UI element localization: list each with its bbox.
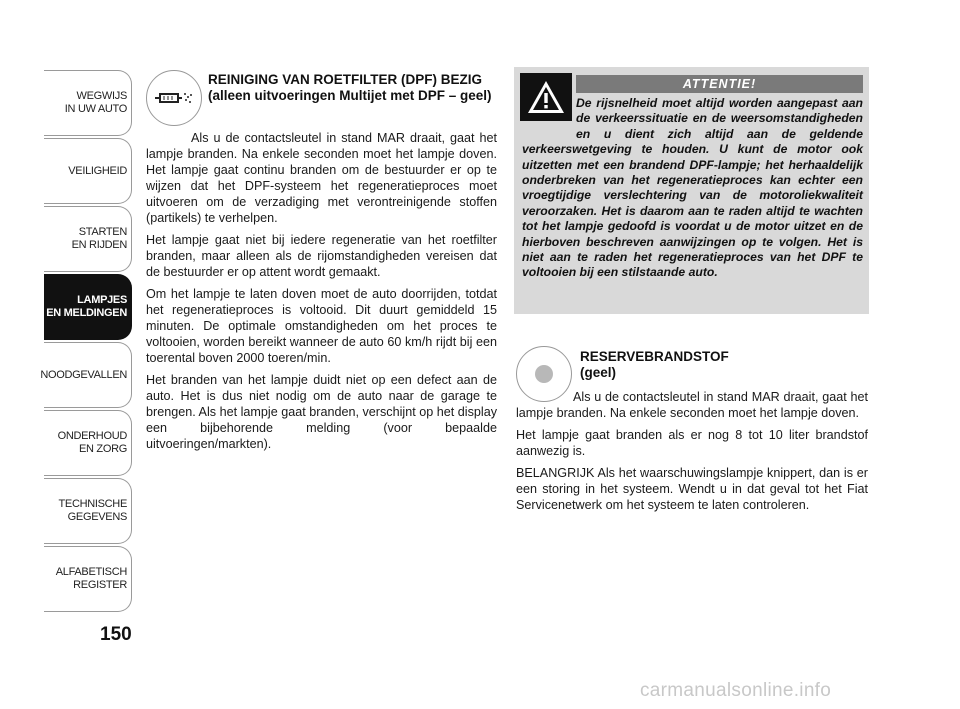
dpf-paragraph: Om het lampje te laten doven moet de auto doorrijden, totdat het regeneratieproces is voltooid. Dit duurt gemiddeld 15 minuten. De optimale omstandigheden om het proces te voltooien, worden bereikt wanneer de auto 60 km/h rijdt bij een toerental boven 2000 toeren/min. [146,287,497,365]
dpf-paragraph: Het lampje gaat niet bij iedere regeneratie van het roetfilter branden, maar alleen als de rijomstandigheden vereisen dat de bestuurder er op attent wordt gemaakt. [146,233,497,279]
tab-lampjes[interactable]: LAMPJES EN MELDINGEN [44,274,132,340]
fuel-paragraph: BELANGRIJK Als het waarschuwingslampje knippert, dan is er een storing in het systeem. Wendt u in dat geval tot het Fiat Servicenetwerk om het systeem te laten controleren. [516,466,868,512]
warning-box [514,67,869,314]
tab-wegwijs[interactable]: WEGWIJS IN UW AUTO [44,70,132,136]
fuel-body [516,389,868,519]
dpf-filter-icon [146,70,202,126]
tab-starten[interactable]: STARTEN EN RIJDEN [44,206,132,272]
tab-veiligheid[interactable]: VEILIGHEID [44,138,132,204]
fuel-paragraph [516,389,868,421]
warning-header: ATTENTIE! [576,75,863,93]
tab-onderhoud[interactable]: ONDERHOUD EN ZORG [44,410,132,476]
fuel-paragraph: Het lampje gaat branden als er nog 8 tot 10 liter brandstof aanwezig is. [516,428,868,458]
watermark: carmanualsonline.info [640,680,832,701]
tab-alfabetisch[interactable]: ALFABETISCH REGISTER [44,546,132,612]
page-number: 150 [100,624,132,645]
fuel-title [580,349,860,381]
fuel-title-line: (geel) [580,365,617,380]
section-tabs [40,70,132,614]
fuel-title-line: RESERVEBRANDSTOF [580,349,729,364]
dpf-title: REINIGING VAN ROETFILTER (DPF) BEZIG (alleen uitvoeringen Multijet met DPF – geel) [208,72,492,103]
dpf-body [146,130,497,458]
tab-noodgevallen[interactable]: NOODGEVALLEN [44,342,132,408]
dpf-paragraph: Het branden van het lampje duidt niet op een defect aan de auto. Het is dus niet nodig om de auto naar de garage te brengen. Als het lampje gaat branden, verschijnt op het display een bijbehorende melding (voor bepaalde uitvoeringen/markten). [146,373,497,451]
dpf-paragraph: Als u de contactsleutel in stand MAR draait, gaat het lampje branden. Na enkele seconden moet het lampje doven. Het lampje gaat continu branden om de bestuurder er op te wijzen dat het DPF-systeem het regeneratieproces moet uitvoeren om de verzadiging met verontreinigende stoffen (partikels) te verhelpen. [146,131,497,225]
tab-technische[interactable]: TECHNISCHE GEGEVENS [44,478,132,544]
fuel-paragraph-text: Als u de contactsleutel in stand MAR draait, gaat het lampje branden. Na enkele seconden moet het lampje doven. [516,390,868,420]
warning-text-content: De rijsnelheid moet altijd worden aangepast aan de verkeerssituatie en de weersomstandigheden en u dient zich altijd aan de geldende verkeerswetgeving te houden. U kunt de motor ook uitzetten met een brandend DPF-lampje; het herhaaldelijk onderbreken van het regeneratieproces kan echter een vroegtijdige verslechtering van de motoroliekwaliteit veroorzaken. Het is daarom aan te raden altijd te wachten tot het lampje gedoofd is voordat u de motor uitzet en de hierboven beschreven aanwijzingen op te volgen. Het is niet aan te raden het regeneratieproces van het DPF te voltooien bij een stilstaande auto. [522,96,863,280]
warning-text [522,96,863,281]
